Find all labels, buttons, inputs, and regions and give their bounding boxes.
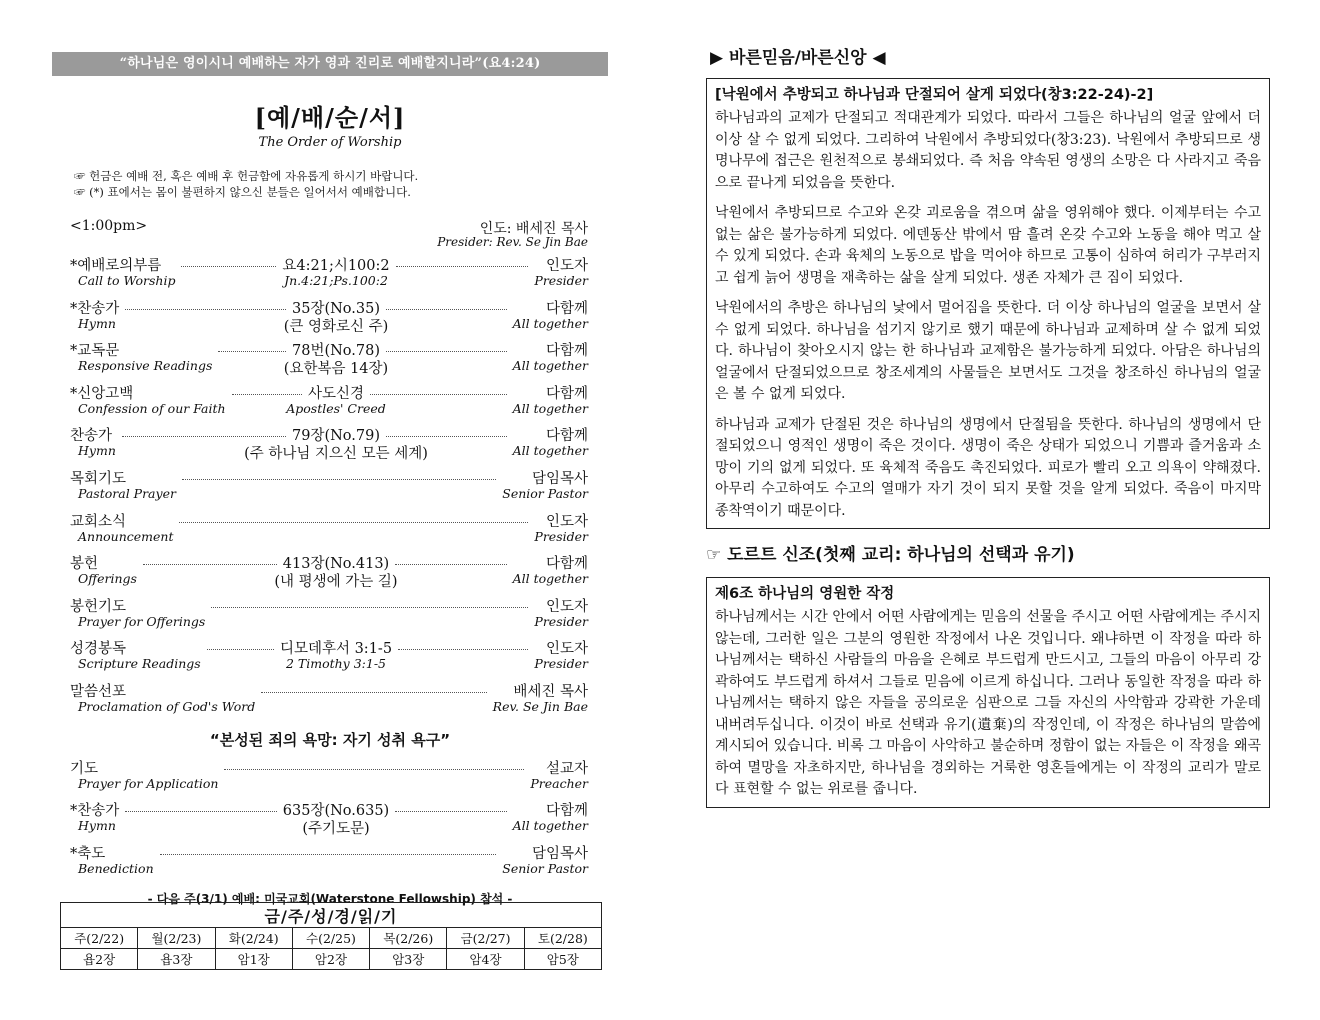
item-english: Pastoral Prayer [78, 485, 176, 501]
reading-title: 금/주/성/경/읽/기 [61, 903, 602, 928]
item-leader-english: All together [512, 315, 588, 331]
item-detail: 635장(No.635) [282, 803, 390, 820]
item-english: Confession of our Faith [78, 400, 226, 416]
service-time: <1:00pm> [70, 218, 148, 234]
item-leader: 인도자 [545, 513, 588, 530]
item-english: Hymn [78, 315, 116, 331]
dotted-leader [179, 522, 528, 523]
item-detail-sub: (큰 영화로신 주) [283, 318, 389, 335]
item-leader: 다함께 [545, 556, 588, 573]
item-leader: 배세진 목사 [513, 683, 588, 700]
reading-chapter: 암4장 [447, 949, 524, 970]
worship-notes [52, 168, 608, 200]
item-leader-english: Presider [534, 613, 588, 629]
note-offering: ☞ 헌금은 예배 전, 혹은 예배 후 헌금함에 자유롭게 하시기 바랍니다. [74, 169, 419, 183]
item-leader: 설교자 [545, 760, 588, 777]
leader-english: Presider: Rev. Se Jin Bae [437, 235, 588, 249]
item-korean: *찬송가 [70, 300, 120, 317]
reading-chapter: 암1장 [215, 949, 292, 970]
item-english: Scripture Readings [78, 656, 201, 672]
item-leader: 다함께 [545, 803, 588, 820]
dotted-leader [395, 564, 506, 565]
item-english: Announcement [78, 528, 174, 544]
worship-item-row [52, 635, 608, 678]
item-leader-english: Senior Pastor [502, 485, 588, 501]
item-detail-sub: Apostles' Creed [286, 400, 386, 416]
reading-day: 토(2/28) [524, 928, 601, 949]
worship-item-row [52, 755, 608, 798]
item-korean: 목회기도 [70, 470, 127, 487]
item-leader-english: All together [512, 400, 588, 416]
item-korean: 말씀선포 [70, 683, 127, 700]
order-title: [예/배/순/서] [254, 103, 406, 132]
devotional-page [706, 44, 1270, 808]
worship-item-row [52, 422, 608, 465]
item-english: Hymn [78, 443, 116, 459]
item-korean: *교독문 [70, 343, 120, 360]
item-leader: 다함께 [545, 428, 588, 445]
dotted-leader [207, 649, 274, 650]
item-korean: 봉헌 [70, 556, 99, 573]
worship-item-row [52, 508, 608, 551]
item-leader: 담임목사 [531, 470, 588, 487]
item-leader-english: Presider [534, 656, 588, 672]
weekly-bible-reading-table [60, 902, 602, 970]
dort-box [706, 577, 1270, 808]
item-leader: 담임목사 [531, 845, 588, 862]
faith-paragraph: 낙원에서 추방되므로 수고와 온갖 괴로움을 겪으며 삶을 영위해야 했다. 이제부터는 수고 없는 삶은 불가능하게 되었다. 에덴동산 밖에서 땀 흘려 온갖 수고와 노동을 해야 먹고 살 수 있게 되었다. 손과 육체의 노동으로 밥을 먹어야 하므로 고통이 심하여 허리가 구부러지고 쉽게 늙어 생명을 재촉하는 삶을 살게 되었다. 생존 자체가 큰 짐이 되었다. [715, 205, 1261, 286]
order-subtitle: The Order of Worship [258, 135, 402, 150]
sermon-title: “본성된 죄의 욕망: 자기 성취 욕구” [209, 730, 451, 749]
item-english: Responsive Readings [78, 358, 213, 374]
dotted-leader [182, 479, 496, 480]
dotted-leader [211, 607, 528, 608]
item-english: Prayer for Application [78, 775, 219, 791]
item-detail-sub: (주기도문) [302, 821, 370, 838]
dotted-leader [396, 266, 529, 267]
item-leader-english: Preacher [530, 775, 588, 791]
item-english: Offerings [78, 571, 137, 587]
faith-box [706, 78, 1270, 529]
next-week-notice: - 다음 주(3/1) 예배: 미국교회(Waterstone Fellowship) 참석 - [147, 892, 513, 907]
item-detail-sub: 2 Timothy 3:1-5 [285, 656, 387, 672]
item-korean: 기도 [70, 760, 99, 777]
dotted-leader [143, 564, 277, 565]
reading-day: 목(2/26) [370, 928, 447, 949]
item-detail-sub: (요한복음 14장) [283, 361, 389, 378]
dotted-leader [181, 266, 276, 267]
dotted-leader [261, 692, 486, 693]
item-korean: 봉헌기도 [70, 598, 127, 615]
worship-items [52, 252, 608, 721]
reading-day: 금(2/27) [447, 928, 524, 949]
item-leader: 인도자 [545, 598, 588, 615]
item-detail: 35장(No.35) [292, 300, 380, 317]
worship-item-row [52, 678, 608, 721]
worship-item-row [52, 550, 608, 593]
dotted-leader [370, 394, 507, 395]
service-time-row [52, 216, 608, 252]
reading-chapter: 암5장 [524, 949, 601, 970]
dotted-leader [122, 436, 286, 437]
reading-days-row [61, 928, 602, 949]
worship-item-row [52, 295, 608, 338]
item-detail: 요4:21;시100:2 [282, 258, 390, 274]
item-detail-sub: Jn.4:21;Ps.100:2 [284, 273, 388, 288]
dort-paragraph: 하나님께서는 시간 안에서 어떤 사람에게는 믿음의 선물을 주시고 어떤 사람에게는 주시지 않는데, 그러한 일은 그분의 영원한 작정에서 나온 것입니다. 왜냐하면 이 작정을 따라 하나님께서는 택하신 사람들의 마음을 은혜로 부드럽게 만드시고, 그들의 마음이 아무리 강곽하여도 부드럽게 하셔서 그들로 믿음에 이르게 하십니다. 그러나 동일한 작정을 따라 하나님께서는 택하지 않은 자들을 공의로운 심판으로 그들 자신의 사악함과 강곽한 가운데 내버려두십니다. 이것이 바로 선택과 유기(遺棄)의 작정인데, 이 작정은 하나님의 말씀에 계시되어 있습니다. 비록 그 마음이 사악하고 불순하며 정함이 없는 자들은 이 작정을 왜곡하여 멸망을 자초하지만, 하나님을 경외하는 거룩한 영혼들에게는 이 작정의 교리가 말로 다 표현할 수 없는 위로를 줍니다. [715, 609, 1261, 797]
item-detail-sub: (주 하나님 지으신 모든 세계) [244, 446, 428, 463]
item-english: Call to Worship [78, 273, 176, 288]
reading-chapter: 암3장 [370, 949, 447, 970]
item-leader-english: All together [512, 358, 588, 374]
worship-item-row [52, 840, 608, 883]
scripture-banner: “하나님은 영이시니 예배하는 자가 영과 진리로 예배할지니라”(요4:24) [52, 52, 608, 76]
faith-paragraph: 낙원에서의 추방은 하나님의 낯에서 멀어짐을 뜻한다. 더 이상 하나님의 얼굴을 보면서 살 수 없게 되었다. 하나님을 섬기지 않기로 했기 때문에 하나님과 교제하며 살 수 없게 되었다. 하나님이 찾아오시지 않는 한 하나님과 교제함은 불가능하게 되었다. 아담은 하나님의 얼굴에서 단절되었으므로 창조세계의 사물들은 보면서도 그것을 창조하신 하나님의 얼굴은 볼 수 없게 되었다. [715, 300, 1261, 402]
item-korean: *예배로의부름 [70, 258, 162, 274]
item-leader: 다함께 [545, 385, 588, 402]
dotted-leader [232, 394, 302, 395]
worship-items-after-sermon [52, 755, 608, 883]
item-leader-english: Presider [534, 273, 588, 288]
item-detail-sub: (내 평생에 가는 길) [274, 574, 398, 591]
faith-paragraph: 하나님과의 교제가 단절되고 적대관계가 되었다. 따라서 그들은 하나님의 얼굴 앞에서 더 이상 살 수 없게 되었다. 그리하여 낙원에서 추방되었다(창3:23). 낙원에서 추방되므로 생명나무에 접근은 원천적으로 봉쇄되었다. 즉 처음 약속된 영생의 소망은 다 사라지고 죽음으로 끝나게 되었음을 뜻한다. [715, 110, 1261, 191]
item-leader-english: All together [512, 571, 588, 587]
dort-section-heading: ☞ 도르트 신조(첫째 교리: 하나님의 선택과 유기) [706, 545, 1075, 565]
note-standing: ☞ (*) 표에서는 몸이 불편하지 않으신 분들은 일어서서 예배합니다. [74, 185, 411, 199]
item-leader-english: Senior Pastor [502, 860, 588, 876]
dotted-leader [386, 436, 507, 437]
dotted-leader [125, 811, 276, 812]
reading-chapter: 욥3장 [138, 949, 215, 970]
worship-item-row [52, 252, 608, 295]
item-korean: 교회소식 [70, 513, 127, 530]
order-of-worship-page [52, 52, 608, 910]
worship-item-row [52, 465, 608, 508]
item-korean: *신앙고백 [70, 385, 134, 402]
dotted-leader [218, 351, 286, 352]
reading-day: 주(2/22) [61, 928, 138, 949]
item-korean: 찬송가 [70, 428, 113, 445]
dotted-leader [224, 769, 524, 770]
reading-chapter: 암2장 [292, 949, 369, 970]
dotted-leader [386, 351, 507, 352]
worship-item-row [52, 380, 608, 423]
dotted-leader [125, 309, 286, 310]
dotted-leader [160, 854, 497, 855]
item-english: Prayer for Offerings [78, 613, 206, 629]
item-detail: 79장(No.79) [292, 428, 380, 445]
item-detail: 413장(No.413) [282, 556, 390, 573]
item-korean: *찬송가 [70, 803, 120, 820]
reading-day: 수(2/25) [292, 928, 369, 949]
item-korean: 성경봉독 [70, 641, 127, 658]
item-leader-english: Presider [534, 528, 588, 544]
leader-korean: 인도: 배세진 목사 [479, 221, 588, 237]
faith-section-heading: ▶ 바른믿음/바른신앙 ◀ [710, 48, 886, 68]
reading-chapter: 욥2장 [61, 949, 138, 970]
item-english: Proclamation of God's Word [78, 698, 256, 714]
dotted-leader [398, 649, 528, 650]
item-detail: 디모데후서 3:1-5 [279, 641, 393, 658]
item-korean: *축도 [70, 845, 106, 862]
item-leader-english: All together [512, 443, 588, 459]
faith-box-title: [낙원에서 추방되고 하나님과 단절되어 살게 되었다(창3:22-24)-2] [715, 87, 1154, 103]
dotted-leader [395, 811, 506, 812]
worship-item-row [52, 337, 608, 380]
item-leader-english: Rev. Se Jin Bae [492, 698, 588, 714]
item-english: Hymn [78, 818, 116, 834]
item-leader: 다함께 [545, 343, 588, 360]
item-leader-english: All together [512, 818, 588, 834]
dotted-leader [386, 309, 507, 310]
reading-day: 월(2/23) [138, 928, 215, 949]
item-leader: 다함께 [545, 300, 588, 317]
item-detail: 78번(No.78) [292, 343, 380, 360]
faith-paragraph: 하나님과 교제가 단절된 것은 하나님의 생명에서 단절됨을 뜻한다. 하나님의 생명에서 단절되었으니 영적인 생명이 죽은 것이다. 생명이 죽은 상태가 되었으니 기쁨과 즐거움과 소망이 기의 없게 되었다. 또 육체적 죽음도 촉진되었다. 피로가 빨리 오고 의욕이 약해졌다. 아무리 수고하여도 수고의 열매가 자기 것이 되지 못할 것을 알게 되었다. 죽음이 마지막 종착역이기 때문이다. [715, 416, 1261, 519]
dort-box-title: 제6조 하나님의 영원한 작정 [715, 586, 895, 602]
item-leader: 인도자 [545, 258, 588, 274]
reading-chapters-row [61, 949, 602, 970]
item-detail: 사도신경 [307, 385, 365, 402]
worship-item-row [52, 593, 608, 636]
item-leader: 인도자 [545, 641, 588, 658]
reading-day: 화(2/24) [215, 928, 292, 949]
item-english: Benediction [78, 860, 154, 876]
worship-item-row [52, 797, 608, 840]
